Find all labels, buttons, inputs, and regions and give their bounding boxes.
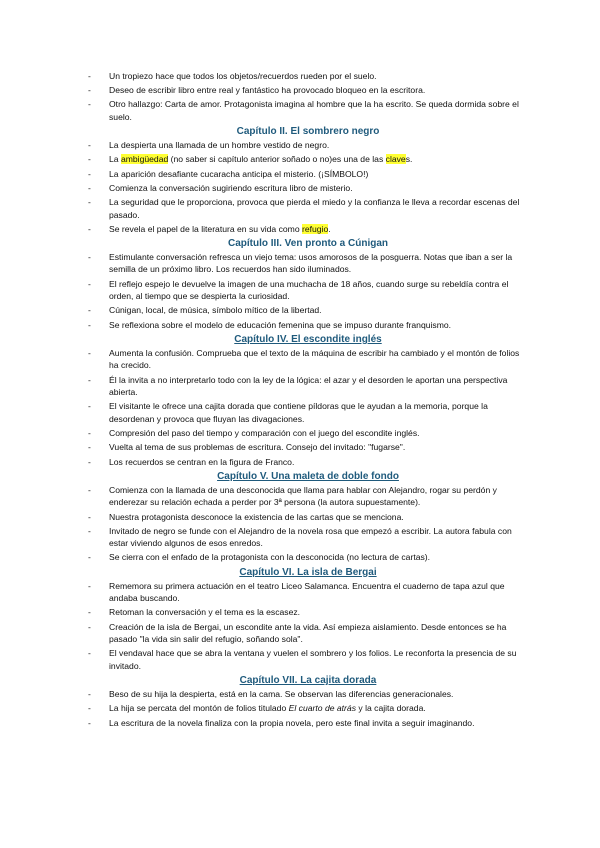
bullet-dash: - <box>88 511 91 522</box>
bullet-dash: - <box>88 251 91 262</box>
item-text: Otro hallazgo: Carta de amor. Protagonista imagina al hombre que la ha escrito. Se queda dormida sobre el suelo. <box>109 99 519 122</box>
item-text-mid: (no saber si capítulo anterior soñado o no)es una de las <box>168 154 386 165</box>
bullet-dash: - <box>88 428 91 439</box>
item-text: El vendaval hace que se abra la ventana y vuelen el sombrero y los folios. Le reconforta la presencia de su invitado. <box>109 648 517 671</box>
chapter-heading <box>88 674 528 687</box>
list-item <box>88 606 528 619</box>
list-item <box>88 153 528 166</box>
list-item <box>88 84 528 97</box>
item-text: Comienza la conversación sugiriendo escritura libro de misterio. <box>109 182 353 193</box>
bullet-dash: - <box>88 442 91 453</box>
highlighted-text: ambigüedad <box>120 154 169 165</box>
list-item <box>88 182 528 195</box>
item-text: Deseo de escribir libro entre real y fantástico ha provocado bloqueo en la escritora. <box>109 85 426 96</box>
list-item <box>88 168 528 181</box>
bullet-dash: - <box>88 374 91 385</box>
item-text: Comienza con la llamada de una desconocida que llama para hablar con Alejandro, rogar su perdón y enderezar su relación echada a perder por 3ª persona (la autora supuestamente). <box>109 484 497 508</box>
bullet-dash: - <box>88 347 91 358</box>
bullet-dash: - <box>88 703 91 714</box>
item-text: Se cierra con el enfado de la protagonista con la desconocida (no lectura de cartas). <box>109 552 431 563</box>
item-text: Invitado de negro se funde con el Alejandro de la novela rosa que empezó a escribir. La autora fabula con estar viviendo algunos de esos enredos. <box>109 525 512 549</box>
bullet-dash: - <box>88 99 91 110</box>
list-item <box>88 702 528 715</box>
item-text: El visitante le ofrece una cajita dorada que contiene píldoras que le ayudan a la memoria, porque la desordenan y provoca que fluyan las divagaciones. <box>109 401 488 424</box>
item-text-post: y la cajita dorada. <box>356 703 426 714</box>
list-item <box>88 647 528 672</box>
list-item <box>88 139 528 152</box>
highlighted-text: clave <box>385 154 406 165</box>
bullet-dash: - <box>88 140 91 151</box>
item-text: Rememora su primera actuación en el teatro Liceo Salamanca. Encuentra el cuaderno de tapa azul que andaba buscando. <box>109 580 505 604</box>
item-text-pre: La hija se percata del montón de folios titulado <box>109 703 289 714</box>
document-body <box>88 70 528 731</box>
list-item <box>88 717 528 730</box>
chapter-heading <box>88 237 528 250</box>
item-text: La escritura de la novela finaliza con la propia novela, pero este final invita a seguir imaginando. <box>109 717 475 728</box>
bullet-dash: - <box>88 456 91 467</box>
chapter-title: Capítulo VII. La cajita dorada <box>239 675 377 687</box>
bullet-dash: - <box>88 196 91 207</box>
list-item <box>88 70 528 83</box>
list-item <box>88 511 528 524</box>
item-text: Un tropiezo hace que todos los objetos/recuerdos rueden por el suelo. <box>109 71 377 81</box>
item-text: Cúnigan, local, de música, símbolo mítico de la libertad. <box>109 305 322 316</box>
list-item <box>88 456 528 469</box>
bullet-dash: - <box>88 71 91 81</box>
item-text: La aparición desafiante cucaracha anticipa el misterio. (¡SÍMBOLO!) <box>109 168 369 179</box>
bullet-dash: - <box>88 319 91 330</box>
item-text: Vuelta al tema de sus problemas de escritura. Consejo del invitado: "fugarse". <box>109 442 406 453</box>
chapter-heading <box>88 470 528 483</box>
list-item <box>88 621 528 646</box>
bullet-dash: - <box>88 717 91 728</box>
bullet-dash: - <box>88 580 91 591</box>
bullet-dash: - <box>88 278 91 289</box>
bullet-dash: - <box>88 484 91 495</box>
list-item <box>88 580 528 605</box>
item-text: Beso de su hija la despierta, está en la cama. Se observan las diferencias generacionales. <box>109 689 454 700</box>
bullet-dash: - <box>88 552 91 563</box>
list-item <box>88 374 528 399</box>
item-text: Estimulante conversación refresca un viejo tema: usos amorosos de la posguerra. Notas que iban a ser la semilla de un próximo libro. Los recuerdos han sido iluminados. <box>109 251 513 275</box>
chapter-title: Capítulo II. El sombrero negro <box>236 126 380 138</box>
bullet-dash: - <box>88 401 91 412</box>
list-item <box>88 347 528 372</box>
list-item <box>88 196 528 221</box>
list-item <box>88 688 528 701</box>
chapter-heading <box>88 125 528 138</box>
list-item <box>88 319 528 332</box>
item-text: El reflejo espejo le devuelve la imagen de una muchacha de 18 años, cuando surge su rebeldía contra el orden, al tiempo que se despierta la curiosidad. <box>109 278 509 302</box>
chapter-heading <box>88 566 528 579</box>
bullet-dash: - <box>88 168 91 179</box>
bullet-dash: - <box>88 182 91 193</box>
chapter-title: Capítulo V. Una maleta de doble fondo <box>217 470 399 482</box>
item-text: Nuestra protagonista desconoce la existencia de las cartas que se menciona. <box>109 511 404 522</box>
list-item <box>88 278 528 303</box>
list-item <box>88 427 528 440</box>
bullet-dash: - <box>88 621 91 632</box>
bullet-dash: - <box>88 648 91 659</box>
bullet-dash: - <box>88 305 91 316</box>
book-title-italic: El cuarto de atrás <box>288 703 356 714</box>
chapter-title: Capítulo III. Ven pronto a Cúnigan <box>228 237 388 249</box>
item-text: Creación de la isla de Bergai, un escondite ante la vida. Así empieza aislamiento. Desde entonces se ha pasado "la vida sin salir del refugio, soñando sola". <box>109 621 507 645</box>
item-text: Él la invita a no interpretarlo todo con la ley de la lógica: el azar y el desorden le aportan una perspectiva abierta. <box>109 374 508 398</box>
item-text-post: s. <box>405 154 413 165</box>
list-item <box>88 251 528 276</box>
bullet-dash: - <box>88 154 91 165</box>
item-text: La seguridad que le proporciona, provoca que pierda el miedo y la confianza le lleva a recordar escenas del pasado. <box>109 196 520 220</box>
list-item <box>88 441 528 454</box>
item-text-pre: Se revela el papel de la literatura en su vida como <box>109 223 302 234</box>
item-text: Los recuerdos se centran en la figura de Franco. <box>109 456 295 467</box>
item-text: Retoman la conversación y el tema es la escasez. <box>109 607 301 618</box>
list-item <box>88 304 528 317</box>
bullet-dash: - <box>88 689 91 700</box>
item-text-pre: La <box>109 154 121 165</box>
list-item <box>88 98 528 123</box>
item-text: Se reflexiona sobre el modelo de educación femenina que se impuso durante franquismo. <box>109 319 452 330</box>
item-text-post: . <box>328 223 331 234</box>
bullet-dash: - <box>88 607 91 618</box>
chapter-title: Capítulo IV. El escondite inglés <box>234 333 382 345</box>
item-text: Compresión del paso del tiempo y comparación con el juego del escondite inglés. <box>109 428 420 439</box>
bullet-dash: - <box>88 85 91 96</box>
bullet-dash: - <box>88 223 91 234</box>
highlighted-text: refugio <box>302 223 329 234</box>
list-item <box>88 484 528 509</box>
chapter-title: Capítulo VI. La isla de Bergai <box>239 566 377 578</box>
list-item <box>88 551 528 564</box>
list-item <box>88 525 528 550</box>
chapter-heading <box>88 333 528 346</box>
item-text: La despierta una llamada de un hombre vestido de negro. <box>109 140 330 151</box>
bullet-dash: - <box>88 525 91 536</box>
list-item <box>88 400 528 425</box>
item-text: Aumenta la confusión. Comprueba que el texto de la máquina de escribir ha cambiado y el montón de folios ha crecido. <box>109 347 520 371</box>
list-item <box>88 223 528 236</box>
